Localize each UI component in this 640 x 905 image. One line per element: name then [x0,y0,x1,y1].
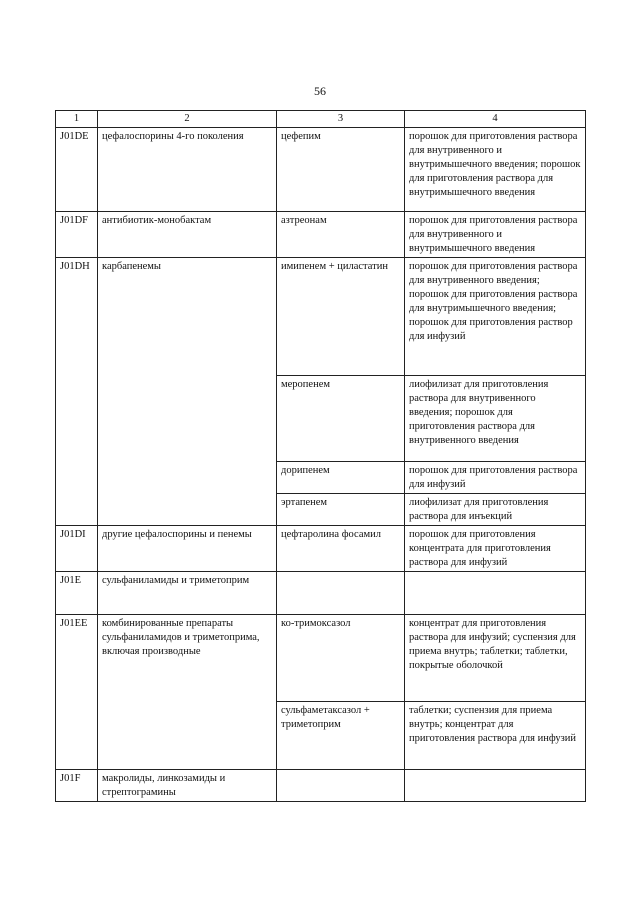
substance-name: азтреонам [277,212,405,258]
table-row [56,572,586,615]
atc-code: J01DF [56,212,98,258]
dosage-forms: лиофилизат для приготовления раствора для инъекций [405,494,586,526]
atc-code: J01DH [56,258,98,526]
group-name: другие цефалоспорины и пенемы [98,526,277,572]
substance-name: цефтаролина фосамил [277,526,405,572]
dosage-forms: порошок для приготовления раствора для внутривенного и внутримышечного введения; порошок для приготовления раствора для внутримышечного введения [405,128,586,212]
substance-name: цефепим [277,128,405,212]
column-header-1: 1 [56,111,98,128]
table-row [56,258,586,376]
dosage-forms: таблетки; суспензия для приема внутрь; концентрат для приготовления раствора для инфузий [405,702,586,770]
substance-name: эртапенем [277,494,405,526]
substance-name: имипенем + циластатин [277,258,405,376]
atc-code: J01EE [56,615,98,770]
group-name: макролиды, линкозамиды и стрептограмины [98,770,277,802]
dosage-forms: порошок для приготовления раствора для внутривенного введения; порошок для приготовления раствора для внутримышечного введения; порошок для приготовления раствор для инфузий [405,258,586,376]
table-row [56,128,586,212]
atc-code: J01DE [56,128,98,212]
atc-code: J01F [56,770,98,802]
dosage-forms: порошок для приготовления концентрата для приготовления раствора для инфузий [405,526,586,572]
dosage-forms: лиофилизат для приготовления раствора для внутривенного введения; порошок для приготовления раствора для внутривенного введения [405,376,586,462]
substance-name: меропенем [277,376,405,462]
substance-name: сульфаметаксазол + триметоприм [277,702,405,770]
atc-code: J01E [56,572,98,615]
dosage-forms [405,770,586,802]
dosage-forms: концентрат для приготовления раствора для инфузий; суспензия для приема внутрь; таблетки; таблетки, покрытые оболочкой [405,615,586,702]
dosage-forms [405,572,586,615]
substance-name: дорипенем [277,462,405,494]
group-name: антибиотик-монобактам [98,212,277,258]
group-name: карбапенемы [98,258,277,526]
group-name: цефалоспорины 4-го поколения [98,128,277,212]
drug-table [55,110,586,802]
substance-name: ко-тримоксазол [277,615,405,702]
table-row [56,526,586,572]
column-header-2: 2 [98,111,277,128]
substance-name [277,770,405,802]
table-row [56,770,586,802]
group-name: сульфаниламиды и триметоприм [98,572,277,615]
column-header-4: 4 [405,111,586,128]
header-row [56,111,586,128]
atc-code: J01DI [56,526,98,572]
table-row [56,615,586,702]
group-name: комбинированные препараты сульфаниламидов и триметоприма, включая производные [98,615,277,770]
column-header-3: 3 [277,111,405,128]
dosage-forms: порошок для приготовления раствора для инфузий [405,462,586,494]
table-row [56,212,586,258]
dosage-forms: порошок для приготовления раствора для внутривенного и внутримышечного введения [405,212,586,258]
substance-name [277,572,405,615]
page-number: 56 [314,84,326,98]
